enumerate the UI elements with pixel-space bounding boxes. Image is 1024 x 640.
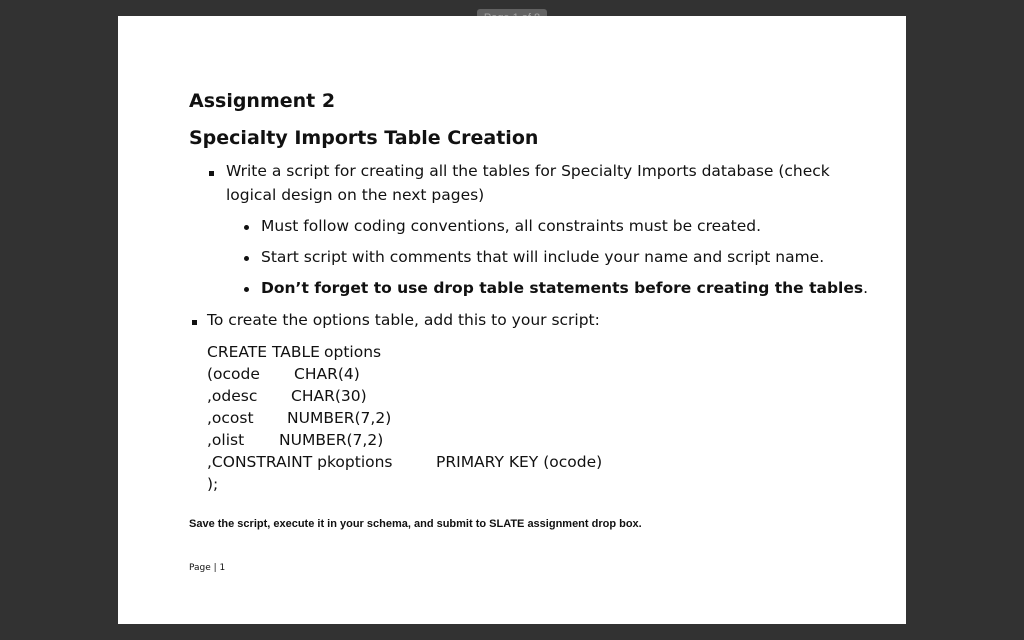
square-bullet-icon [192, 320, 197, 325]
submission-note: Save the script, execute it in your schema, and submit to SLATE assignment drop box. [189, 518, 642, 530]
code-line-4b: NUMBER(7,2) [287, 409, 392, 427]
document-page [118, 16, 906, 624]
document-title: Assignment 2 [189, 90, 336, 112]
code-line-6b: PRIMARY KEY (ocode) [436, 453, 603, 471]
code-line-3b: CHAR(30) [291, 387, 367, 405]
bullet-1-line-1: Write a script for creating all the tables for Specialty Imports database (check [226, 162, 830, 180]
bullet-2: To create the options table, add this to your script: [207, 311, 600, 329]
sub-bullet-3 [261, 279, 868, 297]
sub-bullet-2: Start script with comments that will include your name and script name. [261, 248, 825, 266]
code-line-5b: NUMBER(7,2) [279, 431, 384, 449]
code-line-2b: CHAR(4) [294, 365, 360, 383]
code-line-7: ); [207, 475, 219, 493]
bullet-1-line-2: logical design on the next pages) [226, 186, 485, 204]
round-bullet-icon [244, 256, 249, 261]
document-subtitle: Specialty Imports Table Creation [189, 127, 539, 149]
code-line-1b: options [324, 343, 382, 361]
code-line-2a: (ocode [207, 365, 260, 383]
code-line-5a: ,olist [207, 431, 245, 449]
code-line-4a: ,ocost [207, 409, 254, 427]
page-footer: Page | 1 [189, 563, 226, 573]
square-bullet-icon [209, 171, 214, 176]
round-bullet-icon [244, 225, 249, 230]
round-bullet-icon [244, 287, 249, 292]
sub-bullet-3-bold: Don’t forget to use drop table statements before creating the tables [261, 279, 864, 297]
sub-bullet-3-end: . [863, 279, 869, 297]
code-line-3a: ,odesc [207, 387, 258, 405]
code-line-6a: ,CONSTRAINT pkoptions [207, 453, 393, 471]
code-line-1a: CREATE TABLE [207, 343, 320, 361]
sub-bullet-1: Must follow coding conventions, all constraints must be created. [261, 217, 762, 235]
